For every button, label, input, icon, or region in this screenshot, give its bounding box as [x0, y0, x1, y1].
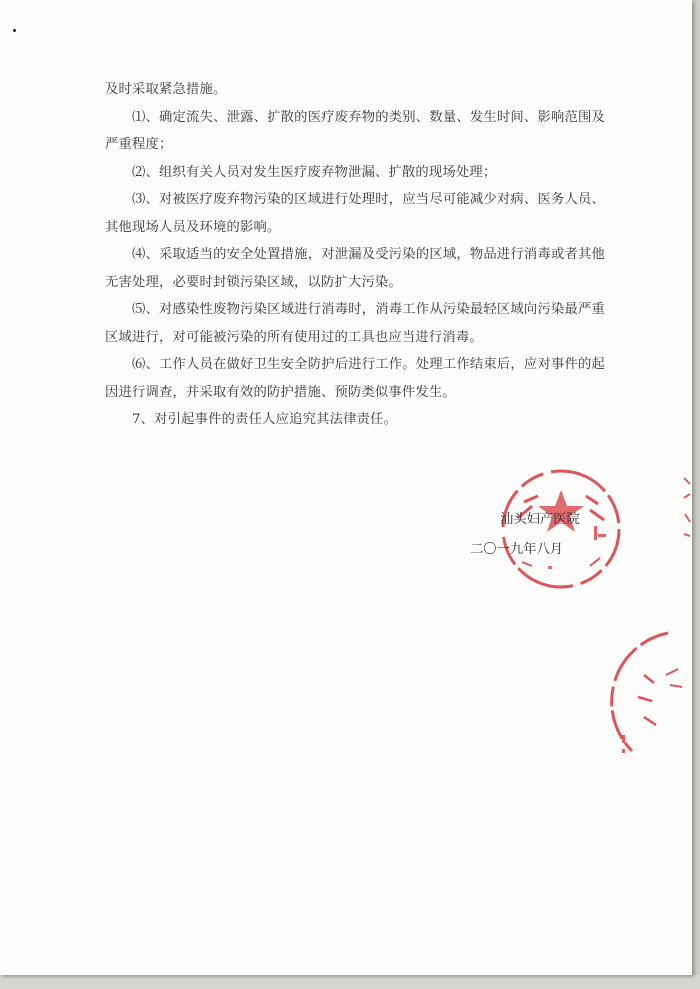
paragraph-6: ⑹、工作人员在做好卫生安全防护后进行工作。处理工作结束后，应对事件的起因进行调查，并采取有效的防护措施、预防类似事件发生。	[105, 357, 605, 400]
signature-block	[470, 505, 580, 565]
scanner-bottom-strip	[0, 975, 700, 989]
paragraph-5: ⑸、对感染性废物污染区域进行消毒时，消毒工作从污染最轻区域向污染最严重区域进行，对可能被污染的所有使用过的工具也应当进行消毒。	[105, 302, 605, 345]
paragraph-2: ⑵、组织有关人员对发生医疗废弃物泄漏、扩散的现场处理；	[132, 164, 497, 180]
signature-date: 二〇一九年八月	[470, 542, 564, 557]
paragraph-4: ⑷、采取适当的安全处置措施，对泄漏及受污染的区域，物品进行消毒或者其他无害处理，必要时封锁污染区域，以防扩大污染。	[105, 247, 605, 290]
scan-speck	[13, 29, 16, 32]
paragraph-1: ⑴、确定流失、泄露、扩散的医疗废弃物的类别、数量、发生时间、影响范围及严重程度；	[105, 109, 605, 152]
paragraph-0: 及时采取紧急措施。	[105, 82, 227, 97]
paragraph-3: ⑶、对被医疗废弃物污染的区域进行处理时，应当尽可能减少对病、医务人员、其他现场人员及环境的影响。	[105, 192, 605, 235]
partial-seal-icon	[608, 625, 700, 775]
document-body	[105, 76, 605, 434]
paragraph-7: 7、对引起事件的责任人应追究其法律责任。	[132, 412, 398, 427]
signature-organization: 汕头妇产医院	[500, 512, 580, 527]
edge-seal-fragment-icon	[682, 474, 692, 544]
